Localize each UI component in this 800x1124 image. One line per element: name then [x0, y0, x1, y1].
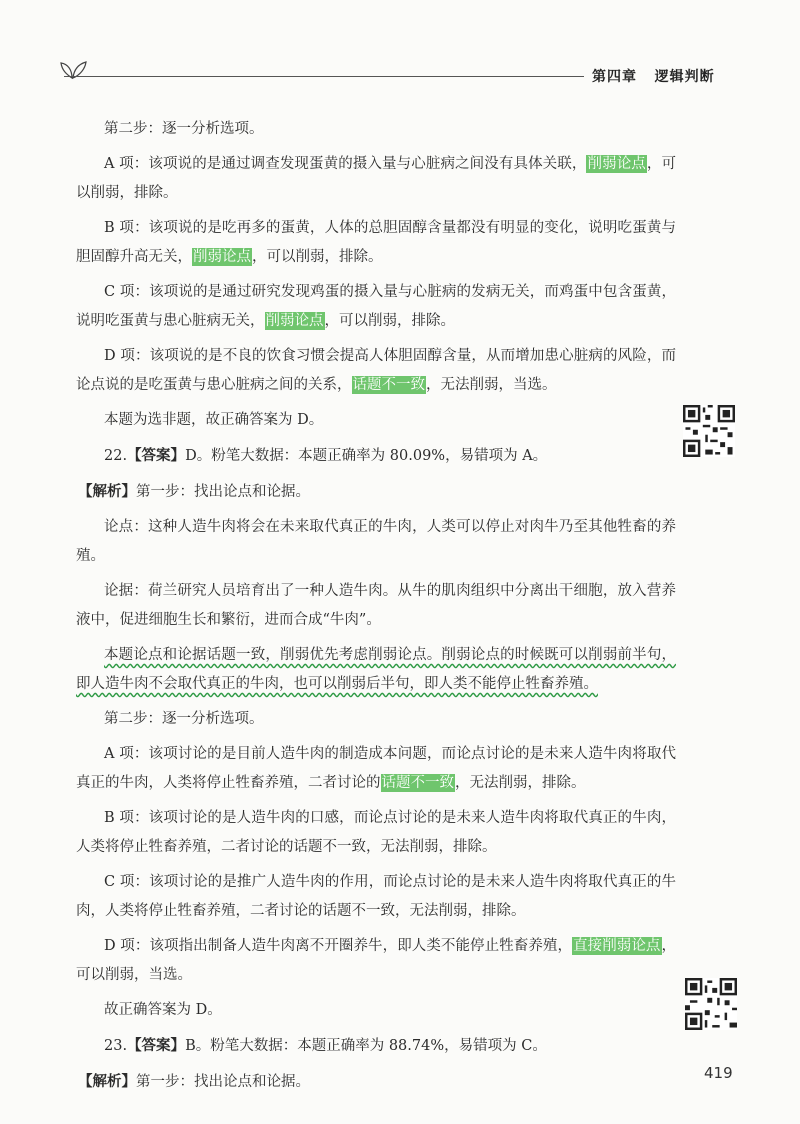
q21-option-c: C 项：该项说的是通过研究发现鸡蛋的摄入量与心脏病的发病无关，而鸡蛋中包含蛋黄，说明吃蛋黄与患心脏病无关，削弱论点，可以削弱，排除。 — [76, 284, 676, 329]
q23-analysis: 【解析】第一步：找出论点和论据。 — [78, 1073, 310, 1090]
q23-answer: 23.【答案】B。粉笔大数据：本题正确率为 88.74%，易错项为 C。 — [104, 1037, 547, 1054]
q22-option-a: A 项：该项讨论的是目前人造牛肉的制造成本问题，而论点讨论的是未来人造牛肉将取代真正的牛肉，人类将停止牲畜养殖，二者讨论的话题不一致，无法削弱，排除。 — [76, 746, 676, 791]
page-content — [76, 115, 676, 1103]
q22-option-b: B 项：该项讨论的是人造牛肉的口感，而论点讨论的是未来人造牛肉将取代真正的牛肉，人类将停止牲畜养殖，二者讨论的话题不一致，无法削弱，排除。 — [76, 810, 676, 855]
q22-claim: 论点：这种人造牛肉将会在未来取代真正的牛肉，人类可以停止对肉牛乃至其他牲畜的养殖。 — [76, 519, 676, 564]
q22-conclusion: 故正确答案为 D。 — [104, 1002, 222, 1018]
chapter-header — [592, 66, 715, 86]
qr-code-icon[interactable] — [683, 405, 735, 457]
q22-analysis: 【解析】第一步：找出论点和论据。 — [78, 483, 310, 500]
header-rule — [64, 76, 584, 77]
q21-option-a: A 项：该项说的是通过调查发现蛋黄的摄入量与心脏病之间没有具体关联，削弱论点，可以削弱，排除。 — [76, 156, 677, 201]
q21-option-b: B 项：该项说的是吃再多的蛋黄，人体的总胆固醇含量都没有明显的变化，说明吃蛋黄与胆固醇升高无关，削弱论点，可以削弱，排除。 — [76, 220, 676, 265]
q22-evidence: 论据：荷兰研究人员培育出了一种人造牛肉。从牛的肌肉组织中分离出干细胞，放入营养液中，促进细胞生长和繁衍，进而合成“牛肉”。 — [76, 583, 676, 628]
highlight: 话题不一致 — [352, 377, 425, 393]
page-number: 419 — [704, 1064, 733, 1082]
highlight: 削弱论点 — [193, 249, 251, 265]
highlight: 话题不一致 — [381, 775, 454, 791]
q22-answer: 22.【答案】D。粉笔大数据：本题正确率为 80.09%，易错项为 A。 — [104, 447, 548, 464]
q21-option-d: D 项：该项说的是不良的饮食习惯会提高人体胆固醇含量，从而增加患心脏病的风险，而论点说的是吃蛋黄与患心脏病之间的关系，话题不一致，无法削弱，当选。 — [76, 348, 676, 393]
highlight: 削弱论点 — [587, 156, 646, 172]
highlight: 削弱论点 — [265, 313, 324, 329]
q22-step2: 第二步：逐一分析选项。 — [104, 711, 264, 727]
highlight: 直接削弱论点 — [573, 938, 661, 954]
chapter-number: 第四章 — [592, 69, 637, 85]
q21-conclusion: 本题为选非题，故正确答案为 D。 — [104, 412, 324, 428]
chapter-title: 逻辑判断 — [654, 69, 715, 85]
q22-option-d: D 项：该项指出制备人造牛肉离不开圈养牛，即人类不能停止牲畜养殖，直接削弱论点，可以削弱，当选。 — [76, 938, 676, 983]
q21-step2: 第二步：逐一分析选项。 — [104, 121, 264, 137]
q22-strategy: 本题论点和论据话题一致，削弱优先考虑削弱论点。削弱论点的时候既可以削弱前半句，即人造牛肉不会取代真正的牛肉，也可以削弱后半句，即人类不能停止牲畜养殖。 — [76, 647, 676, 692]
qr-code-icon[interactable] — [685, 978, 737, 1030]
q22-option-c: C 项：该项讨论的是推广人造牛肉的作用，而论点讨论的是未来人造牛肉将取代真正的牛肉，人类将停止牲畜养殖，二者讨论的话题不一致，无法削弱，排除。 — [76, 874, 676, 919]
